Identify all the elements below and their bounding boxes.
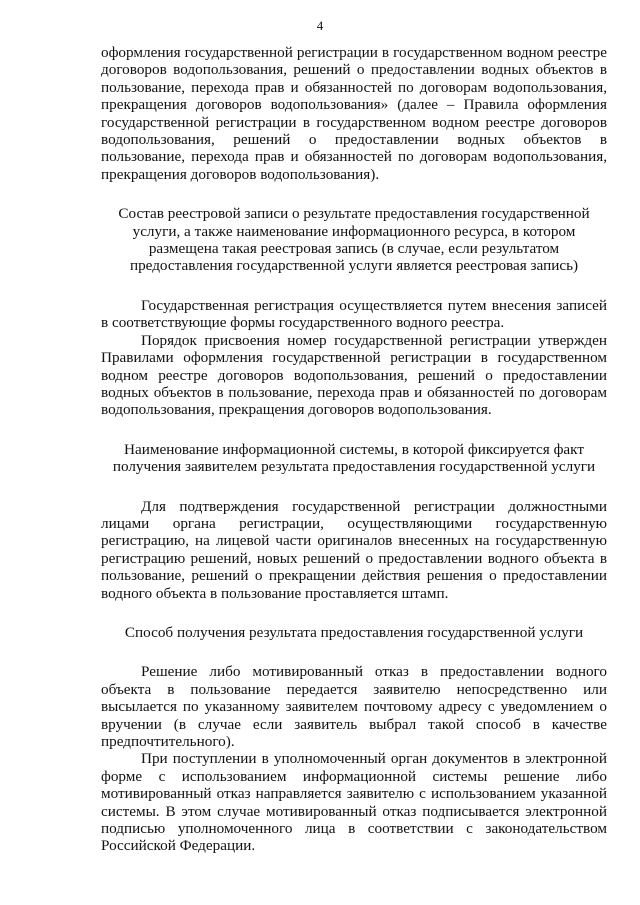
paragraph-registration-number: Порядок присвоения номер государственной регистрации утвержден Правилами оформления государственной регистрации в государственном водном реестре договоров водопользования, решений о предоставлении водных объектов в пользование, перехода прав и обязанностей по договорам водопользования, прекращения договоров водопользования. bbox=[101, 331, 607, 419]
paragraph-registration-entry: Государственная регистрация осуществляется путем внесения записей в соответствующие формы государственного водного реестра. bbox=[101, 296, 607, 332]
heading-result-delivery: Способ получения результата предоставления государственной услуги bbox=[124, 623, 584, 641]
page-content bbox=[101, 44, 607, 855]
page-number: 4 bbox=[316, 18, 324, 33]
paragraph-rules-definition: оформления государственной регистрации в государственном водном реестре договоров водопользования, решений о предоставлении водных объектов в пользование, перехода прав и обязанностей по договорам водопользования, прекращения договоров водопользования» (далее – Правила оформления государственной регистрации в государственном водном реестре договоров водопользования, решений о предоставлении водных объектов в пользование, перехода прав и обязанностей по договорам водопользования, прекращения договоров водопользования). bbox=[101, 44, 607, 183]
paragraph-decision-delivery: Решение либо мотивированный отказ в предоставлении водного объекта в пользование передается заявителю непосредственно или высылается по указанному заявителем почтовому адресу с уведомлением о вручении (в случае если заявитель выбрал такой способ в качестве предпочтительного). bbox=[101, 663, 607, 750]
paragraph-electronic-delivery: При поступлении в уполномоченный орган документов в электронной форме с использованием информационной системы решение либо мотивированный отказ направляется заявителю с использованием указанной системы. В этом случае мотивированный отказ подписывается электронной подписью уполномоченного лица в соответствии с законодательством Российской Федерации. bbox=[101, 750, 607, 855]
paragraph-registration-stamp: Для подтверждения государственной регистрации должностными лицами органа регистрации, осуществляющими государственную регистрацию, на лицевой части оригиналов внесенных на государственную регистрацию решений, новых решений о предоставлении водного объекта в пользование, решений о прекращении действия решения о предоставлении водного объекта в пользование проставляется штамп. bbox=[101, 497, 607, 602]
heading-information-system: Наименование информационной системы, в которой фиксируется факт получения заявителем результата предоставления государственной услуги bbox=[112, 440, 596, 476]
heading-registry-record: Состав реестровой записи о результате предоставления государственной услуги, а также наименование информационного ресурса, в котором размещена такая реестровая запись (в случае, если результатом предоставления государственной услуги является реестровая запись) bbox=[118, 205, 590, 275]
